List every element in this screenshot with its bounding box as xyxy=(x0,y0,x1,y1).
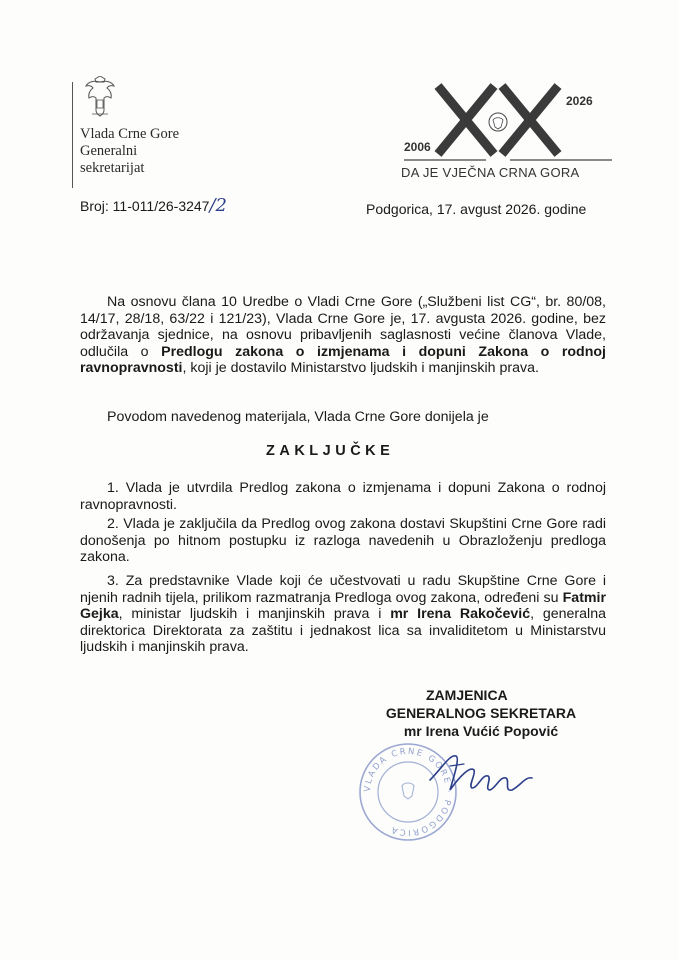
signatory-title-2: GENERALNOG SEKRETARA xyxy=(385,705,577,721)
logo-year-left: 2006 xyxy=(404,140,431,154)
org-line-3: sekretarijat xyxy=(80,160,145,176)
document-number xyxy=(80,195,227,216)
coat-of-arms-icon xyxy=(80,76,120,120)
item3-text-b: , ministar ljudskih i manjinskih prava i xyxy=(118,606,391,622)
document-number-text: Broj: 11-011/26-3247 xyxy=(80,198,210,214)
decision-paragraph: Povodom navedenog materijala, Vlada Crne Gore donijela je xyxy=(107,409,489,425)
organization-name xyxy=(80,126,179,177)
representative-name-1: Fatmir Gejka xyxy=(80,589,606,622)
logo-tagline: DA JE VJEČNA CRNA GORA xyxy=(401,165,580,180)
conclusion-item-3 xyxy=(80,573,606,656)
org-line-1: Vlada Crne Gore xyxy=(80,126,180,142)
conclusion-item-2: 2. Vlada je zaključila da Predlog ovog zakona dostavi Skupštini Crne Gore radi donošenja po hitnom postupku iz razloga navedenih u Obrazloženju predloga zakona. xyxy=(80,516,606,565)
handwritten-signature xyxy=(420,746,550,806)
logo-year-right: 2026 xyxy=(566,94,593,108)
intro-law-title: Predlogu zakona o izmjenama i dopuni Zakona o rodnoj ravnopravnosti xyxy=(80,343,606,376)
stamp-text: VLADA CRNE GORE · PODGORICA xyxy=(362,746,454,838)
intro-text-a: Na osnovu člana 10 Uredbe o Vladi Crne Gore („Službeni list CG“, br. 80/08, 14/17, 28/18, 63/22 i 121/23), Vlada Crne Gore je, 17. avgusta 2026. godine, bez održavanja sjednice, na osnovu pribavljenih saglasnosti većine članova Vlade, odlučila o xyxy=(80,294,606,360)
signature-block xyxy=(366,686,596,740)
conclusion-item-1: 1. Vlada je utvrdila Predlog zakona o izmjenama i dopuni Zakona o rodnoj ravnopravnosti. xyxy=(80,480,606,513)
signatory-name: mr Irena Vućić Popović xyxy=(403,723,559,739)
signatory-title-1: ZAMJENICA xyxy=(426,687,508,703)
intro-text-b: , koji je dostavilo Ministarstvo ljudskih i manjinskih prava. xyxy=(182,360,539,376)
handwritten-suffix: /2 xyxy=(209,195,227,216)
representative-name-2: mr Irena Rakočević xyxy=(390,606,531,622)
org-line-2: Generalni xyxy=(80,143,138,159)
intro-paragraph xyxy=(80,294,606,377)
item3-text-c: , generalna direktorica Direktorata za zaštitu i jednakost lica sa invaliditetom u Ministarstvu ljudskih i manjinskih prava. xyxy=(80,606,606,655)
header-divider xyxy=(72,82,73,188)
conclusions-heading: ZAKLJUČKE xyxy=(266,443,395,459)
document-date: Podgorica, 17. avgust 2026. godine xyxy=(366,201,587,217)
item3-text-a: 3. Za predstavnike Vlade koji će učestvovati u radu Skupštine Crne Gore i njenih radnih tijela, prilikom razmatranja Predloga ovog zakona, određeni su xyxy=(80,573,606,606)
